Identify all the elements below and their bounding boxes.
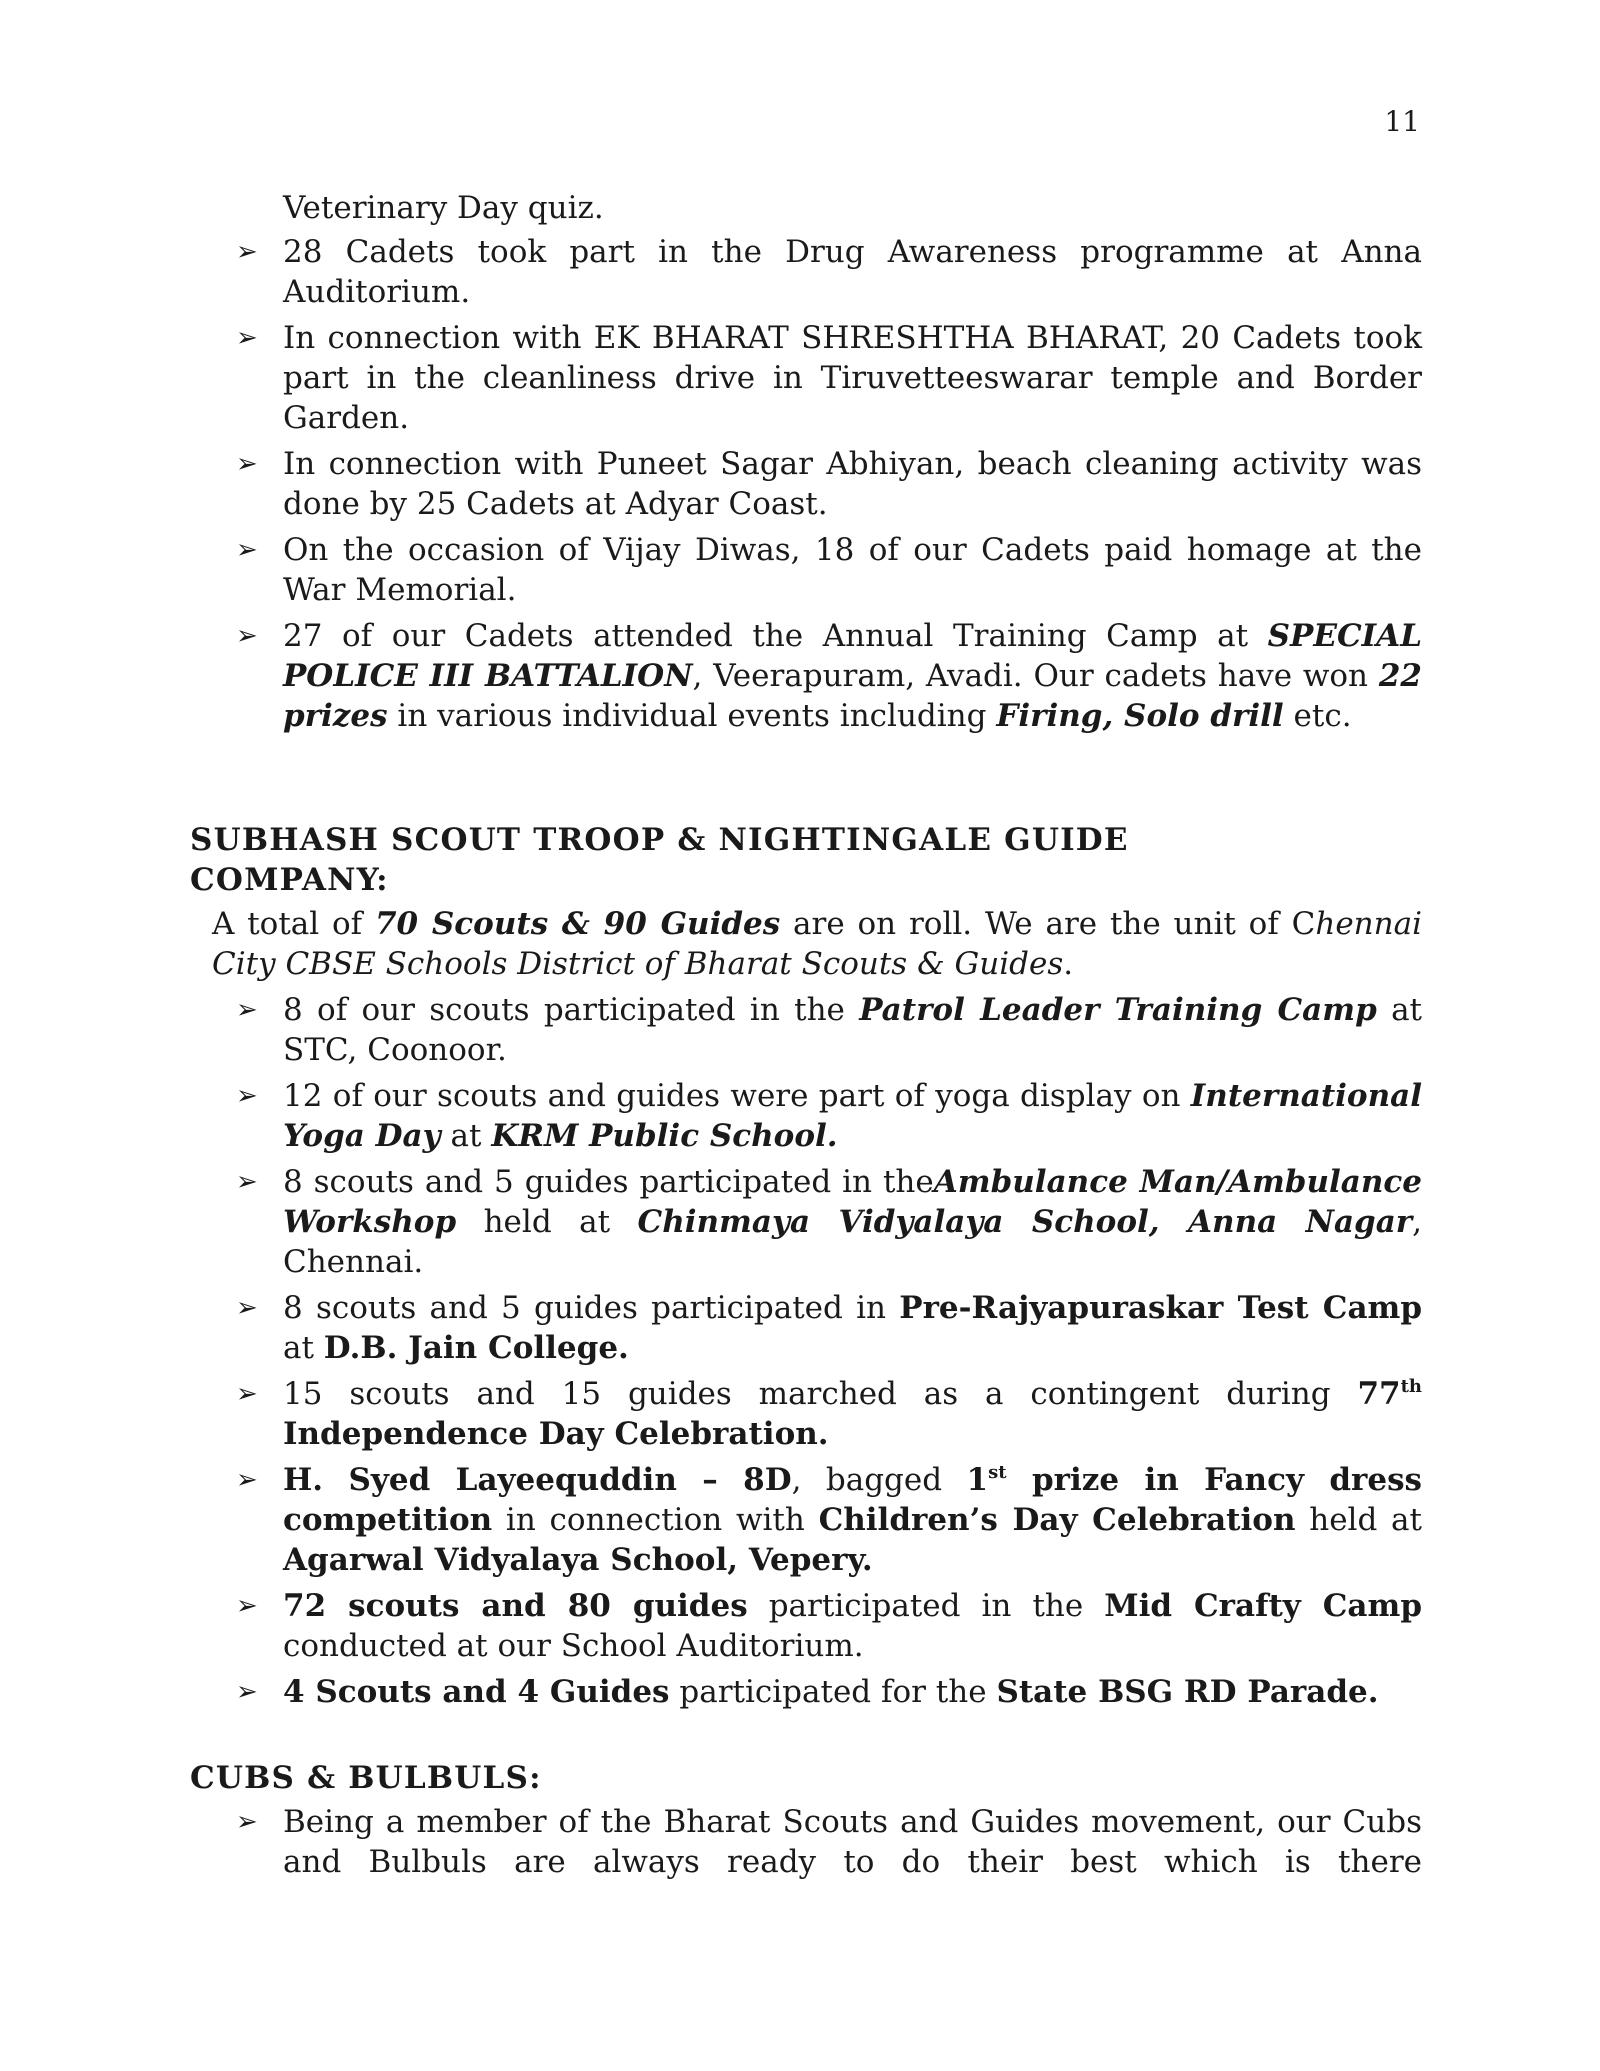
list-item: ➢ In connection with Puneet Sagar Abhiyan, beach cleaning activity was done by 25 Cadets at Adyar Coast.: [236, 446, 1422, 522]
page-number: 11: [1384, 105, 1420, 138]
arrowhead-bullet-icon: ➢: [236, 1293, 258, 1323]
list-item: ➢ H. Syed Layeequddin – 8D, bagged 1st prize in Fancy dress competition in connection with Children’s Day Celebration held at Agarwal Vidyalaya School, Vepery.: [236, 1462, 1422, 1578]
list-item: ➢ Being a member of the Bharat Scouts and Guides movement, our Cubs and Bulbuls are always ready to do their best which is there: [236, 1804, 1422, 1880]
arrowhead-bullet-icon: ➢: [236, 1677, 258, 1707]
list-item: ➢ 12 of our scouts and guides were part of yoga display on International Yoga Day at KRM Public School.: [236, 1078, 1422, 1154]
list-item: ➢ 15 scouts and 15 guides marched as a contingent during 77th Independence Day Celebration.: [236, 1376, 1422, 1452]
list-item: ➢ 27 of our Cadets attended the Annual Training Camp at SPECIAL POLICE III BATTALION, Veerapuram, Avadi. Our cadets have won 22 prizes in various individual events including Firing, Solo drill etc.: [236, 618, 1422, 734]
scouts-intro-paragraph: A total of 70 Scouts & 90 Guides are on roll. We are the unit of Chennai City CBSE Schools District of Bharat Scouts & Guides.: [212, 906, 1423, 982]
arrowhead-bullet-icon: ➢: [236, 237, 258, 267]
section-heading-cubs: CUBS & BULBULS:: [190, 1760, 542, 1796]
list-item: ➢ In connection with EK BHARAT SHRESHTHA BHARAT, 20 Cadets took part in the cleanliness drive in Tiruvetteeswarar temple and Border Garden.: [236, 320, 1422, 436]
arrowhead-bullet-icon: ➢: [236, 1465, 258, 1495]
arrowhead-bullet-icon: ➢: [236, 1591, 258, 1621]
list-item: ➢ 8 of our scouts participated in the Patrol Leader Training Camp at STC, Coonoor.: [236, 992, 1423, 1068]
arrowhead-bullet-icon: ➢: [236, 1379, 258, 1409]
list-item: ➢ 8 scouts and 5 guides participated in Pre-Rajyapuraskar Test Camp at D.B. Jain College.: [236, 1290, 1423, 1366]
list-item: ➢ On the occasion of Vijay Diwas, 18 of our Cadets paid homage at the War Memorial.: [236, 532, 1422, 608]
list-item: ➢ 8 scouts and 5 guides participated in theAmbulance Man/Ambulance Workshop held at Chinmaya Vidyalaya School, Anna Nagar, Chennai.: [236, 1164, 1422, 1280]
section-heading-scouts: SUBHASH SCOUT TROOP & NIGHTINGALE GUIDE COMPANY:: [190, 822, 1129, 898]
arrowhead-bullet-icon: ➢: [236, 1807, 258, 1837]
arrowhead-bullet-icon: ➢: [236, 535, 258, 565]
arrowhead-bullet-icon: ➢: [236, 1167, 258, 1197]
arrowhead-bullet-icon: ➢: [236, 323, 258, 353]
continuation-text: Veterinary Day quiz.: [283, 190, 604, 226]
list-item: ➢ 4 Scouts and 4 Guides participated for the State BSG RD Parade.: [236, 1674, 1379, 1710]
arrowhead-bullet-icon: ➢: [236, 1081, 258, 1111]
arrowhead-bullet-icon: ➢: [236, 621, 258, 651]
arrowhead-bullet-icon: ➢: [236, 449, 258, 479]
arrowhead-bullet-icon: ➢: [236, 995, 258, 1025]
list-item: ➢ 28 Cadets took part in the Drug Awareness programme at Anna Auditorium.: [236, 234, 1422, 310]
list-item: ➢ 72 scouts and 80 guides participated in the Mid Crafty Camp conducted at our School Auditorium.: [236, 1588, 1422, 1664]
